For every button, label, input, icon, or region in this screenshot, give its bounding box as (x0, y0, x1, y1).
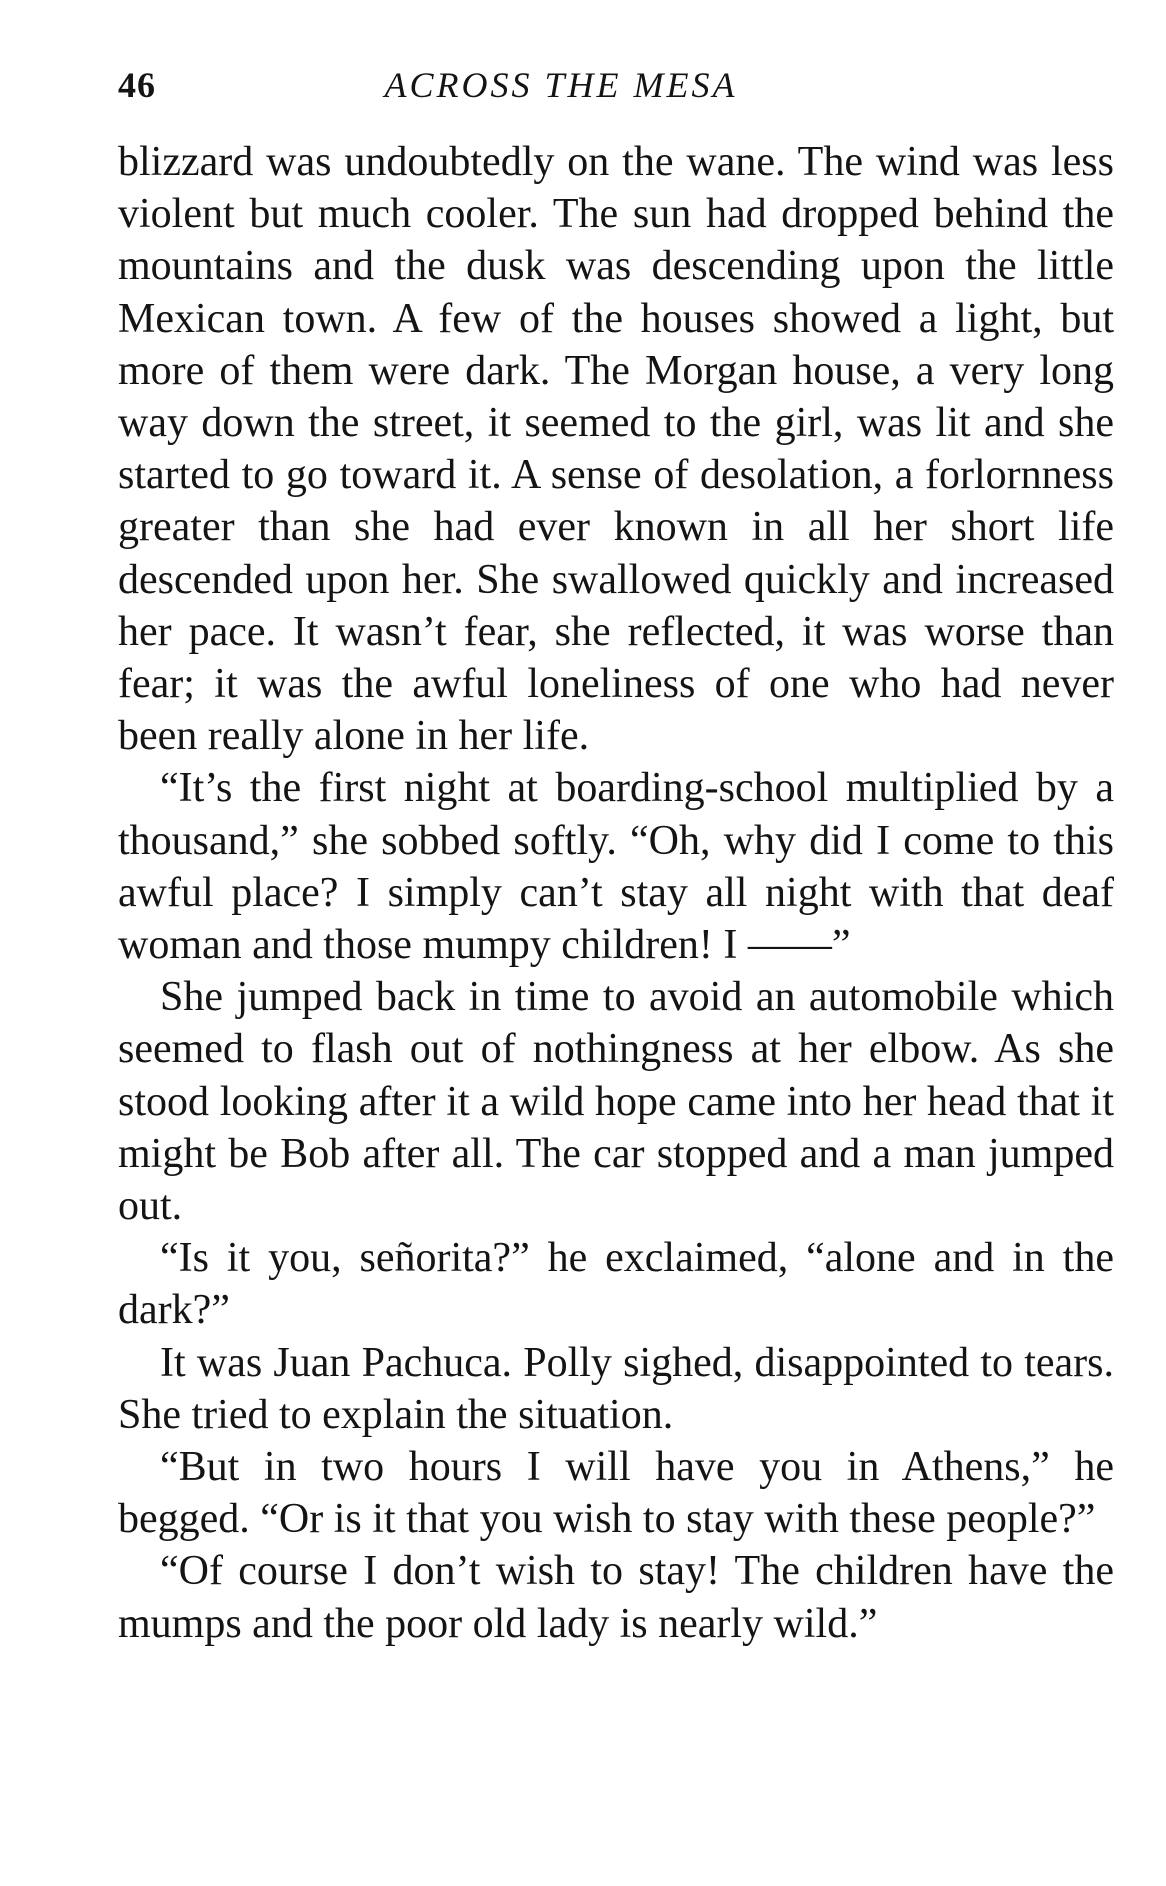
book-page (118, 58, 1114, 1650)
running-title: ACROSS THE MESA (384, 65, 738, 105)
body-text (118, 136, 1114, 1650)
paragraph: “Of course I don’t wish to stay! The children have the mumps and the poor old lady is nearly wild.” (118, 1548, 1114, 1647)
paragraph: “But in two hours I will have you in Athens,” he begged. “Or is it that you wish to stay with these people?” (118, 1444, 1114, 1543)
paragraph: It was Juan Pachuca. Polly sighed, disappointed to tears. She tried to explain the situation. (118, 1339, 1114, 1438)
paragraph: She jumped back in time to avoid an automobile which seemed to flash out of nothingness at her elbow. As she stood looking after it a wild hope came into her head that it might be Bob after all. The car stopped and a man jumped out. (118, 974, 1114, 1230)
page-number: 46 (118, 65, 156, 105)
paragraph: “It’s the first night at boarding-school multiplied by a thousand,” she sobbed softly. “Oh, why did I come to this awful place? I simply can’t stay all night with that deaf woman and those mumpy children! I ——” (118, 765, 1114, 969)
paragraph: blizzard was undoubtedly on the wane. The wind was less violent but much cooler. The sun had dropped behind the mountains and the dusk was descending upon the little Mexican town. A few of the houses showed a light, but more of them were dark. The Morgan house, a very long way down the street, it seemed to the girl, was lit and she started to go toward it. A sense of desolation, a forlornness greater than she had ever known in all her short life descended upon her. She swallowed quickly and increased her pace. It wasn’t fear, she reflected, it was worse than fear; it was the awful loneliness of one who had never been really alone in her life. (118, 139, 1114, 760)
paragraph: “Is it you, señorita?” he exclaimed, “alone and in the dark?” (118, 1235, 1114, 1334)
running-head (118, 58, 1114, 112)
